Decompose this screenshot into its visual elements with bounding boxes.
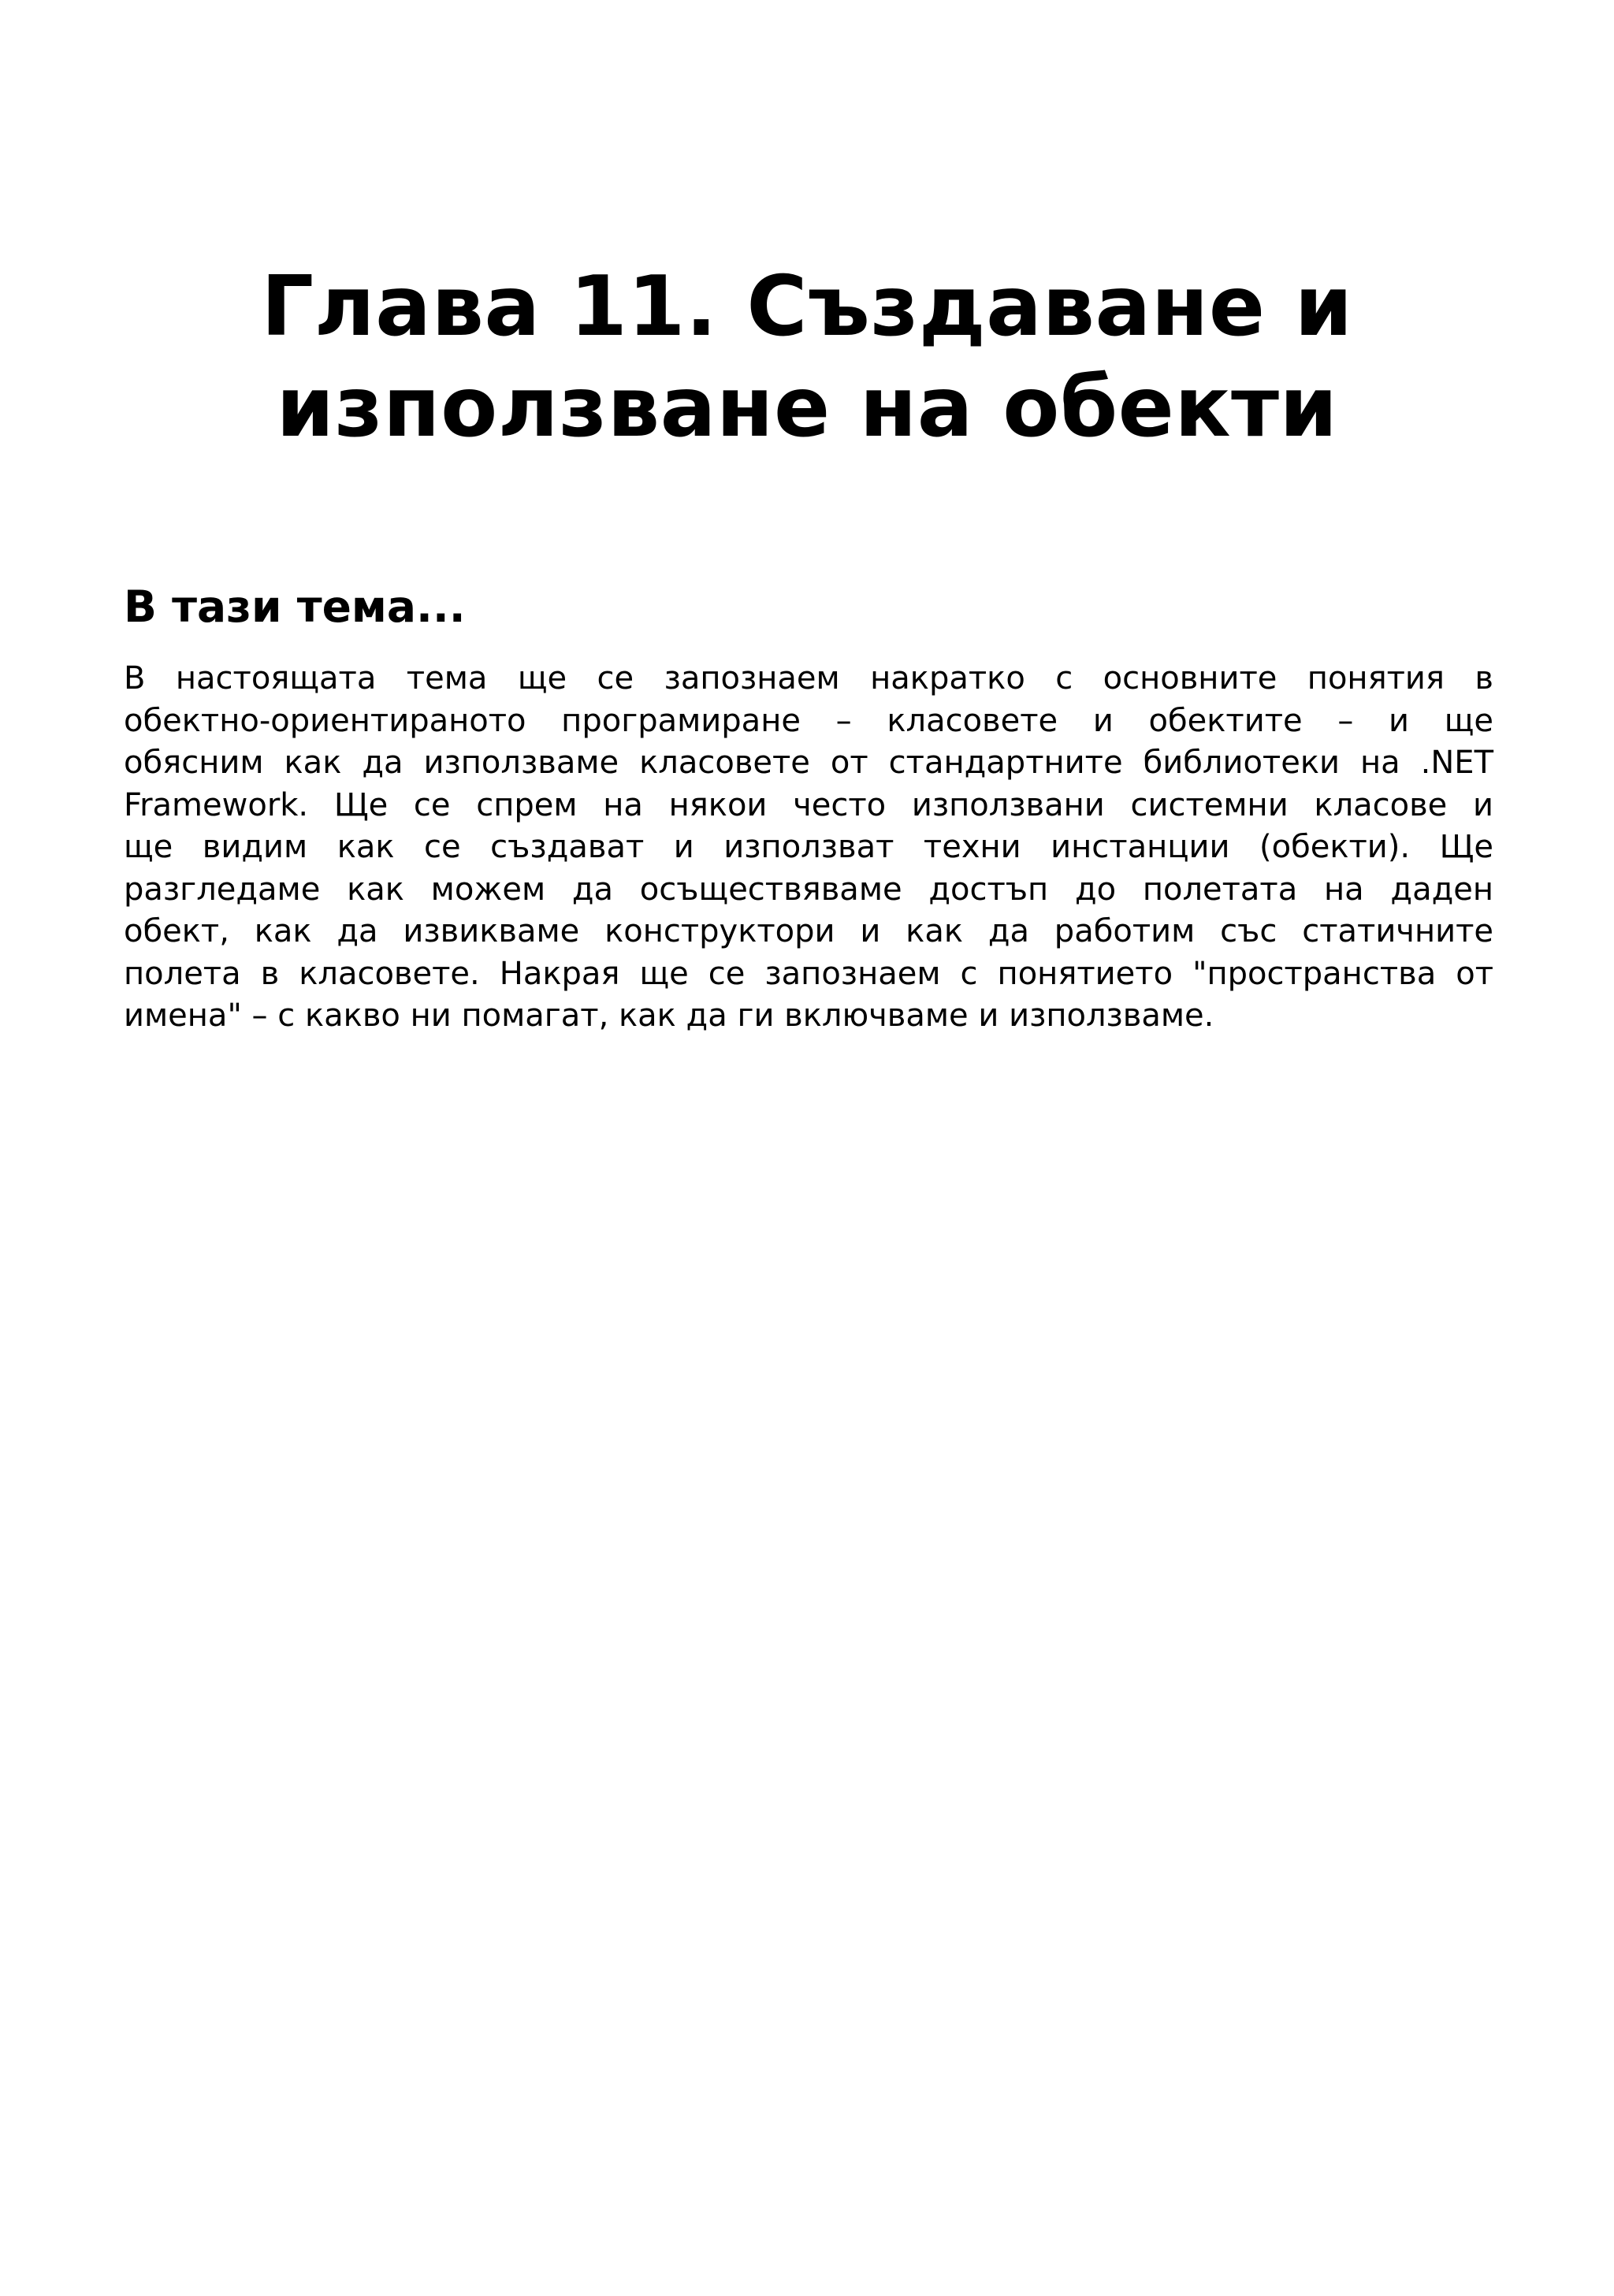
paragraph-line: имена" – с какво ни помагат, как да ги включваме и използваме. — [124, 998, 1214, 1034]
chapter-title-line-2: използване на обекти — [276, 359, 1338, 455]
paragraph-line: обект, как да извикваме конструктори и как да работим със статичните — [124, 913, 1493, 949]
chapter-title — [236, 256, 1378, 458]
paragraph-line: Framework. Ще се спрем на някои често използвани системни класове и — [124, 786, 1493, 823]
paragraph-line: обектно-ориентираното програмиране – класовете и обектите – и ще — [124, 702, 1493, 739]
paragraph-line: В настоящата тема ще се запознаем накратко с основните понятия в — [124, 660, 1493, 697]
section-heading: В тази тема... — [124, 581, 466, 632]
paragraph-line: полета в класовете. Накрая ще се запознаем с понятието "пространства от — [124, 955, 1493, 992]
chapter-title-line-1: Глава 11. Създаване и — [261, 258, 1353, 355]
paragraph-line: разгледаме как можем да осъществяваме достъп до полетата на даден — [124, 871, 1493, 908]
intro-paragraph — [124, 658, 1493, 1038]
paragraph-line: обясним как да използваме класовете от стандартните библиотеки на .NET — [124, 745, 1493, 781]
paragraph-line: ще видим как се създават и използват техни инстанции (обекти). Ще — [124, 829, 1493, 865]
